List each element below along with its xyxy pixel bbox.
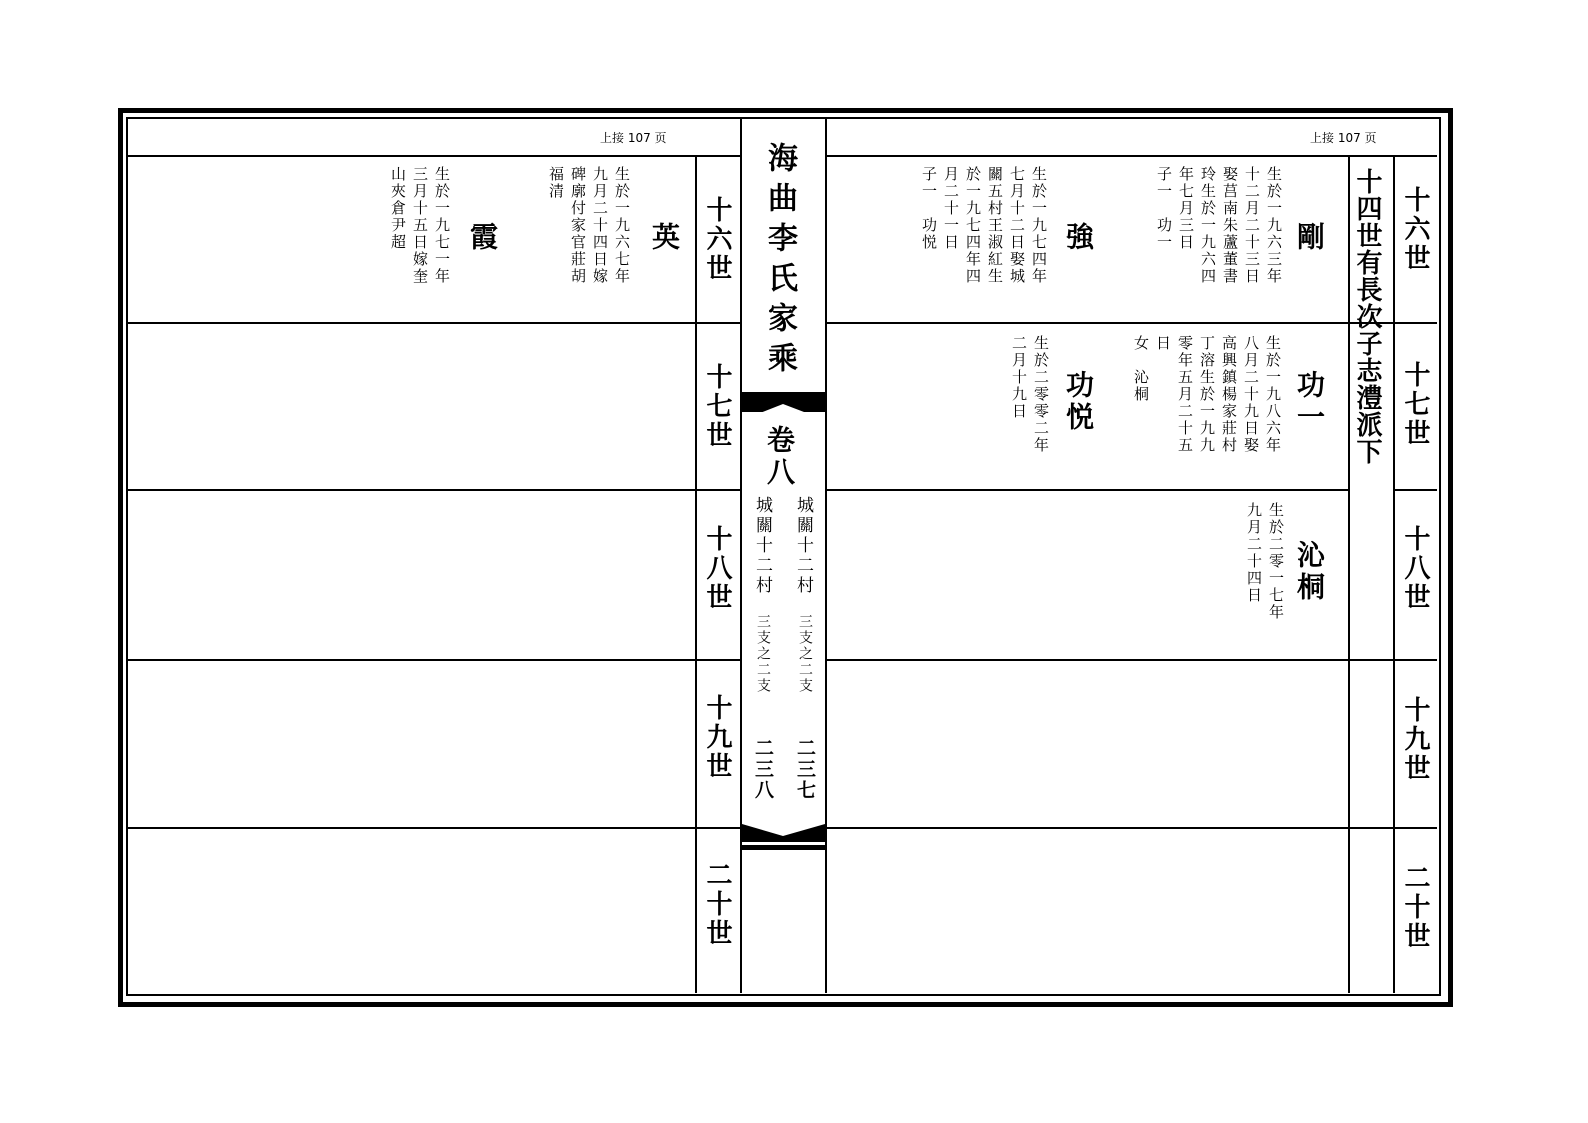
entry-name: 霞 xyxy=(466,222,499,254)
spine-sub-left: 三支之二支 xyxy=(755,614,771,694)
entry-name: 沁桐 xyxy=(1293,540,1326,604)
left-row-divider xyxy=(127,322,741,324)
entry-name: 強 xyxy=(1062,222,1095,254)
left-gen-column-line xyxy=(695,155,697,993)
spine-branch-right: 城關十二村 xyxy=(793,496,813,596)
entry-info: 生於二零零二年 二月十九日 xyxy=(1010,335,1050,454)
spine-sub-right: 三支之二支 xyxy=(797,614,813,694)
right-row-divider xyxy=(826,659,1437,661)
spine-notch-top xyxy=(742,400,825,420)
spine-notch-bottom xyxy=(742,820,825,850)
entry-info: 生於一九六七年 九月二十四日嫁 碑廓付家官莊胡 福清 xyxy=(547,166,631,285)
page-number-left: 二三八 xyxy=(752,738,774,801)
volume-label: 卷八 xyxy=(763,425,796,489)
page-number-right: 二三七 xyxy=(794,738,816,801)
left-row-divider xyxy=(127,489,741,491)
left-page-header: 上接 107 页 xyxy=(600,131,667,145)
spine-branch-left: 城關十二村 xyxy=(752,496,772,596)
entry-name: 英 xyxy=(648,222,681,254)
right-page-header: 上接 107 页 xyxy=(1310,131,1377,145)
right-gen-label: 十八世 xyxy=(1400,525,1430,612)
left-header-divider xyxy=(127,155,741,157)
left-gen-label: 十六世 xyxy=(702,196,732,283)
right-row-divider xyxy=(1393,489,1437,491)
right-gen-column-line xyxy=(1393,155,1395,993)
entry-name: 功一 xyxy=(1293,370,1326,434)
book-title: 海曲李氏家乘 xyxy=(762,142,797,382)
right-gen-label: 十六世 xyxy=(1400,186,1430,273)
right-gen-label: 二十世 xyxy=(1400,864,1430,951)
left-row-divider xyxy=(127,827,741,829)
entry-info: 生於一九七一年 三月十五日嫁奎 山夾倉尹超 xyxy=(389,166,451,285)
right-gen-label: 十七世 xyxy=(1400,361,1430,448)
right-gen-label: 十九世 xyxy=(1400,696,1430,783)
lineage-column-line xyxy=(1348,155,1350,993)
right-row-divider xyxy=(826,322,1437,324)
lineage-title: 十四世有長次子志澧派下 xyxy=(1352,168,1382,465)
entry-info: 生於一九七四年 七月十二日娶城 關五村王淑紅生 於一九七四年四 月二十一日 子一 功悦 xyxy=(920,166,1048,285)
right-row-divider xyxy=(826,827,1437,829)
left-gen-label: 十九世 xyxy=(702,694,732,781)
right-header-divider xyxy=(826,155,1437,157)
entry-info: 生於一九六三年 十二月二十三日 娶莒南朱蘆董書 玲生於一九六四 年七月三日 子一 功一 xyxy=(1155,166,1283,285)
entry-name: 剛 xyxy=(1293,222,1326,254)
left-gen-label: 十七世 xyxy=(702,363,732,450)
right-row-divider xyxy=(826,489,1348,491)
entry-info: 生於二零一七年 九月二十四日 xyxy=(1245,502,1285,621)
entry-name: 功悦 xyxy=(1062,370,1095,434)
left-row-divider xyxy=(127,659,741,661)
entry-info: 生於一九八六年 八月二十九日娶 高興鎮楊家莊村 丁溶生於一九九 零年五月二十五 日 女 沁桐 xyxy=(1132,335,1282,454)
spine-left-line xyxy=(740,118,742,993)
spine-right-line xyxy=(825,118,827,993)
left-gen-label: 二十世 xyxy=(702,861,732,948)
left-gen-label: 十八世 xyxy=(702,525,732,612)
